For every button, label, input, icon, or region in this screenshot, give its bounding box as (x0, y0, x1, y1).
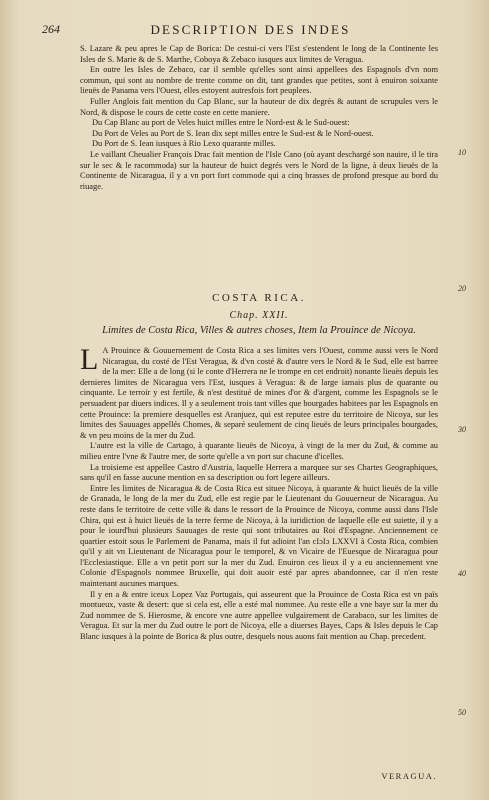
margin-line-number: 30 (458, 425, 466, 434)
drop-capital: L (80, 343, 99, 376)
paragraph: La troisieme est appellee Castro d'Austria, laquelle Herrera a marquee sur ses Chartes Geographiques, sans qu'il en fasse aucune mention en sa description ou fort legere ailleurs. (80, 462, 438, 483)
paragraph: Du Port de Veles au Port de S. Iean dix sept milles entre le Sud-est & le Nord-ouest. (92, 128, 374, 138)
running-head: DESCRIPTION DES INDES (150, 22, 351, 37)
chapter-number: Chap. XXII. (229, 310, 289, 321)
paragraph: Le vaillant Cheualier François Drac fait mention de l'Isle Cano (où ayant deschargé son nauire, il le tira sur le sec & le racommoda) sur la hauteur de huict degrés vers le Nord de la ligne, à deux lieuës de la Continente de Nicaragua, il y a vn port fort commode qui a cinq brasses de profond presque au bord du riuage. (80, 149, 438, 191)
paragraph (80, 343, 438, 441)
paragraph: L'autre est la ville de Cartago, à quarante lieuës de Nicoya, à vingt de la mer du Zud, & comme au milieu entre l'vne & l'autre mer, de sorte qu'elle a vn port sur chacune d'icelles. (80, 441, 438, 461)
catchword: VERAGUA. (381, 771, 437, 781)
page-header (42, 22, 459, 38)
paragraph: En outre les Isles de Zebaco, car il semble qu'elles sont ainsi appellees des Espagnols d'vn nom commun, qui sont au nombre de trente comme on dit, tant grandes que petites, sont à enuiron soixante lieuës de Panama vers l'Ouest, elles estoyent autresfois fort peuplees. (80, 65, 438, 96)
paragraph: Entre les limites de Nicaragua & de Costa Rica est situee Nicoya, à quarante & huict lieuës de la ville de Granada, le long de la mer du Zud, elle est regie par le Lieutenant du Gouuerneur de Nicaragua. Au reste dans le territoire de cette ville & dans le ressort de la Prouince de Nicoya, comme aussi dans l'Isle Chira, qui est à huict lieuës de la terre ferme de Nicoya, à la iuridiction de laquelle elle est suiette, il y a pour le iourd'hui plusieurs Sauuages de reste qui sont tributaires au Roi d'Espagne. Anciennement ce quartier estoit sous le Parlement de Panama, mais il fut adioint l'an cIɔIɔ LXXVI à Costa Rica, combien qu'il y ait vn Lieutenant de Nicaragua pour le temporel, & vn Vicaire de l'Euesque de Nicaragua pour l'Ecclesiastique. Elle a vn petit port sur la mer du Zud. Enuiron ces lieux il y a eu anciennement vne Colonie d'Espagnols nommee Bruxelle, qui doit auoir esté par apres abandonnee, car il n'en reste maintenant aucunes marques. (80, 483, 438, 589)
paragraph-text: A Prouince & Gouuernement de Costa Rica a ses limites vers l'Ouest, comme aussi vers le Nord Nicaragua, du costé de l'Est Veragua, & d'vn costé & d'autre vers le Nord & le Sud, elle est barree de la mer: Elle a de long (si le conte d'Herrera ne le trompe en cet endroit) nonante lieuës depuis les dernieres limites de Nicaragua vers l'Est, iusques à Veragua: & de large iamais plus de quarante ou cinquante. Le terroir y est fertile, & n'est destitué de mines d'or & d'argent, comme les Espagnols se le persuadent par diuers indices. Il y a seulement trois tant villes que bourgades habitees par les Espagnols en cette Prouince: la premiere desquelles est Aranjuez, qui est reputee estre du territoire de Nicoya, sur les limites des Sauuages appellés Chomes, & separé seulement de cinq lieuës de leurs principales bourgades, & vn peu moins de la mer du Zud. (80, 346, 438, 440)
chapter-subtitle: Limites de Costa Rica, Villes & autres choses, Item la Prouince de Nicoya. (102, 325, 416, 336)
section-title: COSTA RICA. (212, 292, 306, 304)
margin-line-number: 50 (458, 708, 466, 717)
paragraph: Du Cap Blanc au port de Veles huict milles entre le Nord-est & le Sud-ouest: (92, 118, 350, 128)
page-number: 264 (42, 22, 60, 36)
top-text-block (80, 44, 438, 192)
paragraph: Il y en a & entre iceux Lopez Vaz Portugais, qui asseurent que la Prouince de Costa Rica est vn païs montueux, vaste & desert: que si cela est, elle a esté mal nommee. Au reste elle a vne baye sur la mer du Zud nommee de S. Hierosme, & encore vne autre appellee vulgairement de Carabaco, sur les limites de Veragua. Et sur la mer du Zud outre le port de Nicoya, elle a diuerses Bayes, Caps & Isles depuis le Cap Blanc iusques à la pointe de Borica & plus outre, desquels nous auons fait mention au Chap. precedent. (80, 589, 438, 642)
margin-line-number: 40 (458, 569, 466, 578)
paragraph: S. Lazare & peu apres le Cap de Borica: De cestui-ci vers l'Est s'estendent le long de la Continente les Isles de S. Marie & de S. Marthe, Coboya & Zebaco iusques aux limites de Veragua. (80, 44, 438, 64)
paragraph: Du Port de S. Iean iusques à Rio Lexo quarante milles. (92, 139, 276, 149)
margin-line-number: 20 (458, 284, 466, 293)
margin-line-number: 10 (458, 148, 466, 157)
body-text-block (80, 343, 438, 643)
paragraph: Fuller Anglois fait mention du Cap Blanc, sur la hauteur de dix degrés & autant de scrupules vers le Nord, & dispose le cours de cette coste en cette maniere. (80, 96, 438, 117)
